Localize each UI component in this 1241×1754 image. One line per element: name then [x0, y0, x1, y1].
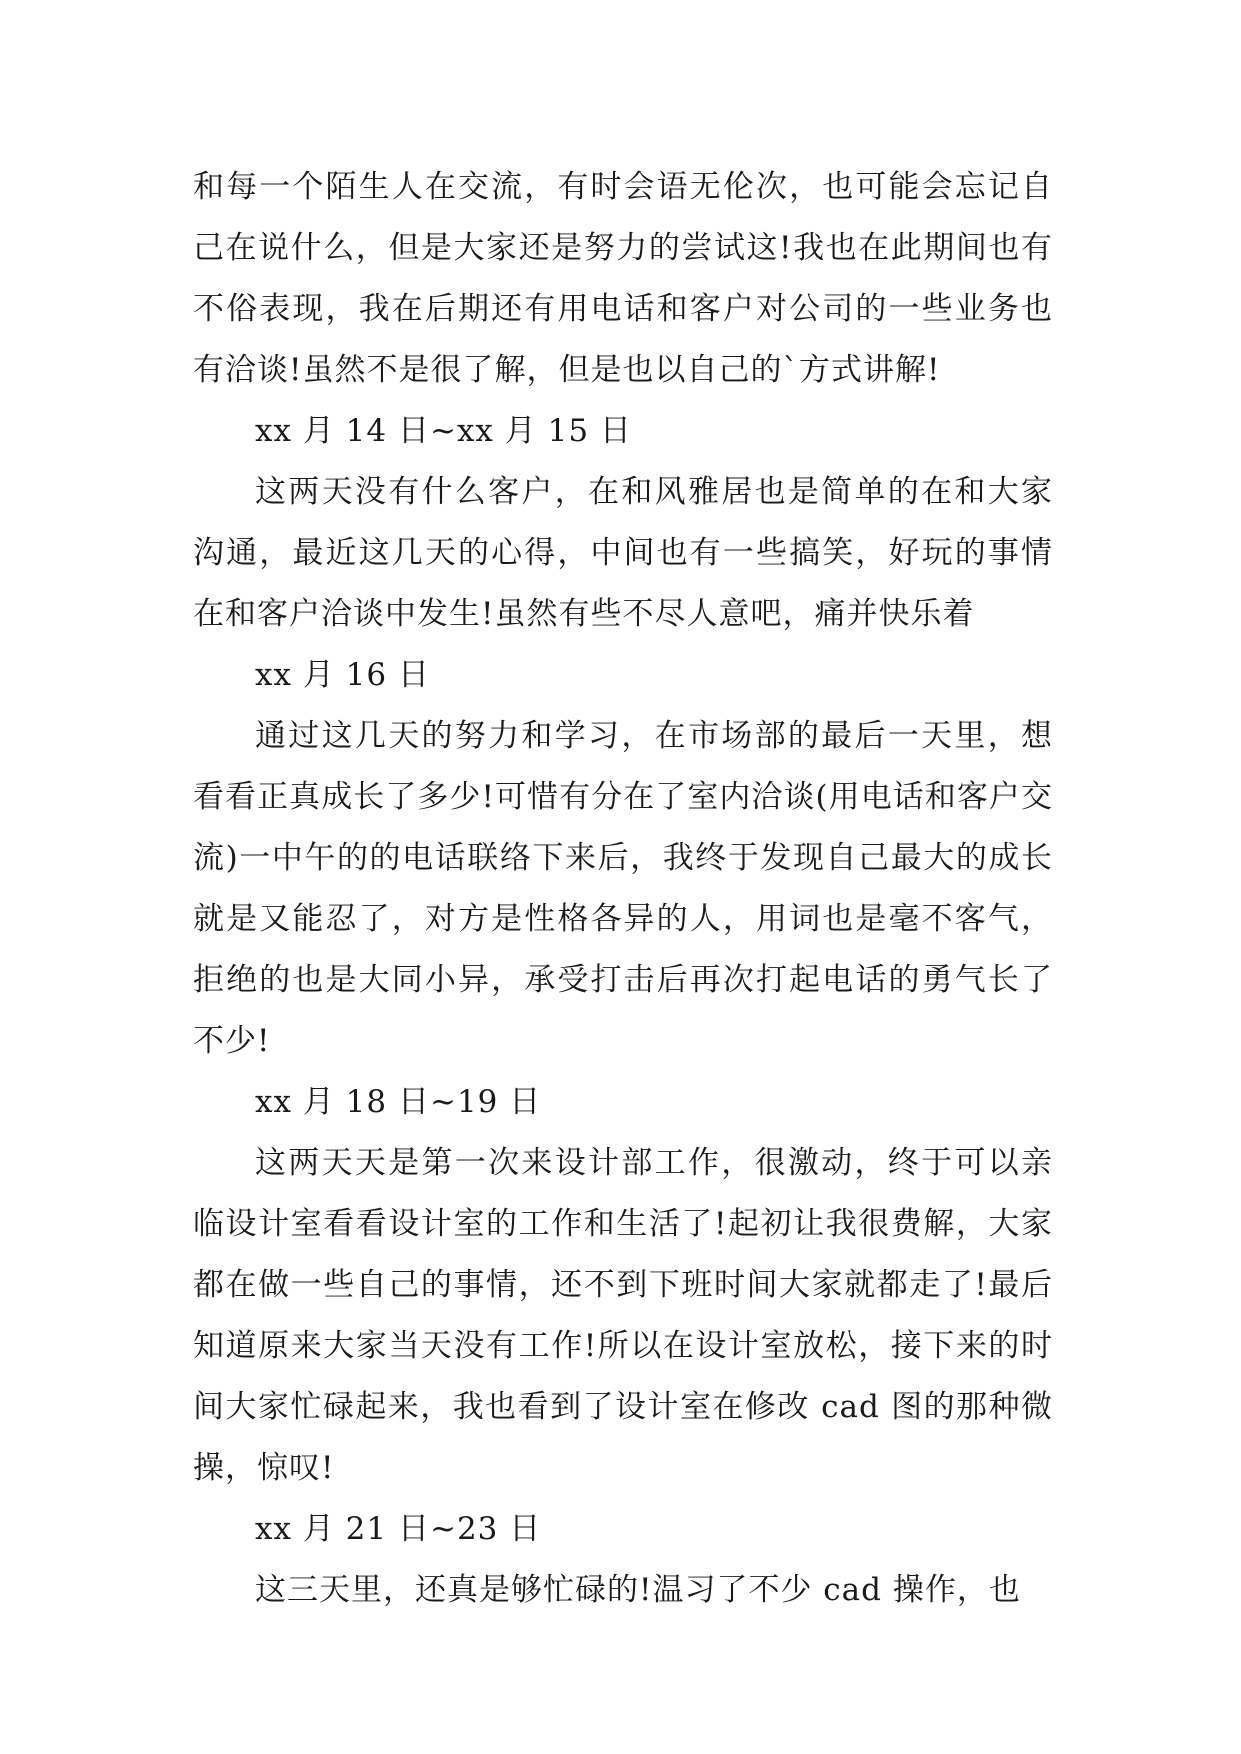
paragraph: 这两天没有什么客户，在和风雅居也是简单的在和大家沟通，最近这几天的心得，中间也有一些搞笑，好玩的事情在和客户洽谈中发生!虽然有些不尽人意吧，痛并快乐着 [193, 474, 1053, 632]
date-heading: xx 月 16 日 [255, 657, 430, 693]
date-heading: xx 月 21 日~23 日 [255, 1511, 542, 1547]
paragraph: 这三天里，还真是够忙碌的!温习了不少 cad 操作，也 [255, 1572, 1021, 1608]
paragraph: 和每一个陌生人在交流，有时会语无伦次，也可能会忘记自己在说什么，但是大家还是努力的尝试这!我也在此期间也有不俗表现，我在后期还有用电话和客户对公司的一些业务也有洽谈!虽然不是很了解，但是也以自己的`方式讲解! [193, 169, 1053, 388]
document-body [193, 157, 1053, 1621]
paragraph: 通过这几天的努力和学习，在市场部的最后一天里，想看看正真成长了多少!可惜有分在了室内洽谈(用电话和客户交流)一中午的的电话联络下来后，我终于发现自己最大的成长就是又能忍了，对方是性格各异的人，用词也是毫不客气，拒绝的也是大同小异，承受打击后再次打起电话的勇气长了不少! [193, 718, 1053, 1059]
paragraph: 这两天天是第一次来设计部工作，很激动，终于可以亲临设计室看看设计室的工作和生活了!起初让我很费解，大家都在做一些自己的事情，还不到下班时间大家就都走了!最后知道原来大家当天没有工作!所以在设计室放松，接下来的时间大家忙碌起来，我也看到了设计室在修改 cad 图的那种微操，惊叹! [193, 1145, 1053, 1486]
date-heading: xx 月 14 日~xx 月 15 日 [255, 413, 632, 449]
date-heading: xx 月 18 日~19 日 [255, 1084, 542, 1120]
